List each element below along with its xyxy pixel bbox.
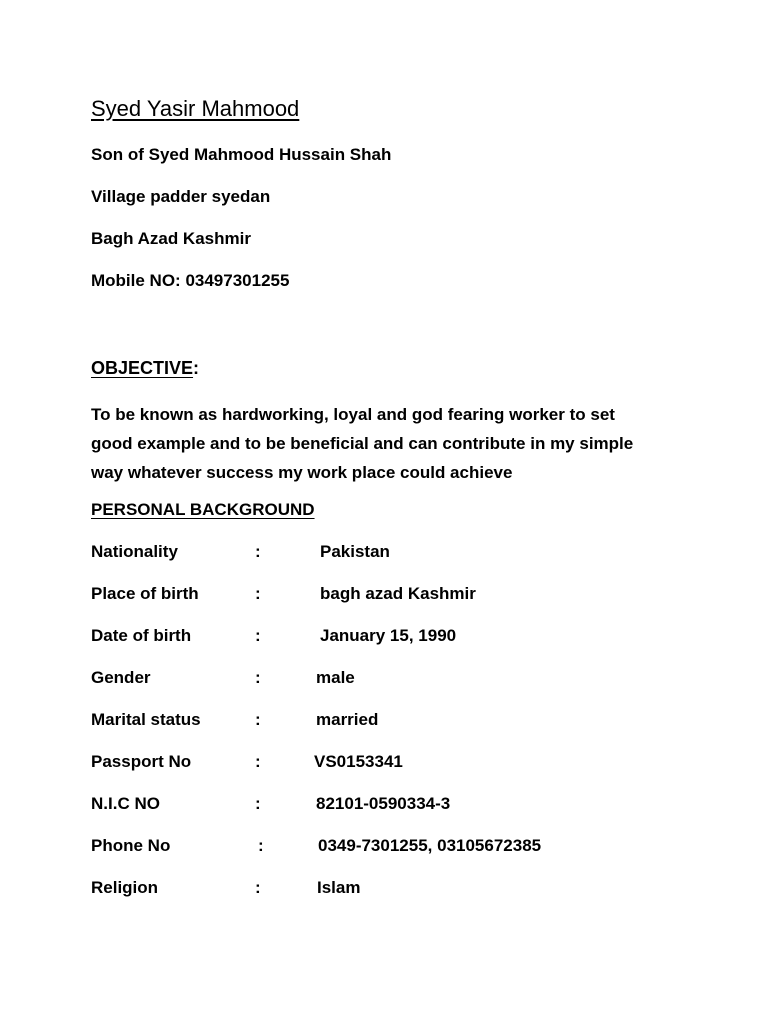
- applicant-name: Syed Yasir Mahmood: [91, 96, 300, 121]
- row-label: Gender: [91, 668, 151, 687]
- objective-line: way whatever success my work place could achieve: [91, 463, 513, 482]
- row-separator: :: [258, 836, 264, 855]
- row-separator: :: [255, 794, 261, 813]
- row-value: Islam: [317, 878, 361, 897]
- row-label: Nationality: [91, 542, 178, 561]
- row-label: Date of birth: [91, 626, 192, 645]
- row-separator: :: [255, 668, 261, 687]
- row-label: Passport No: [91, 752, 192, 771]
- personal-row-nic-no: [91, 794, 691, 816]
- row-separator: :: [255, 542, 261, 561]
- row-value: 82101-0590334-3: [316, 794, 451, 813]
- row-label: Marital status: [91, 710, 201, 729]
- objective-line: To be known as hardworking, loyal and god fearing worker to set: [91, 405, 615, 424]
- row-value: male: [316, 668, 355, 687]
- row-label: Religion: [91, 878, 159, 897]
- address-village: Village padder syedan: [91, 187, 271, 206]
- address-district: Bagh Azad Kashmir: [91, 229, 251, 248]
- personal-row-religion: [91, 878, 691, 900]
- row-value: Pakistan: [320, 542, 390, 561]
- row-value: 0349-7301255, 03105672385: [318, 836, 542, 855]
- objective-heading-colon: :: [193, 358, 200, 378]
- row-separator: :: [255, 710, 261, 729]
- personal-row-date-of-birth: [91, 626, 691, 648]
- objective-heading-text: OBJECTIVE: [91, 358, 194, 378]
- row-separator: :: [255, 878, 261, 897]
- personal-row-nationality: [91, 542, 691, 564]
- row-label: N.I.C NO: [91, 794, 160, 813]
- personal-row-marital-status: [91, 710, 691, 732]
- personal-background-heading: PERSONAL BACKGROUND: [91, 500, 315, 519]
- objective-heading: [91, 357, 199, 379]
- row-separator: :: [255, 584, 261, 603]
- mobile-number: Mobile NO: 03497301255: [91, 271, 290, 290]
- personal-row-passport-no: [91, 752, 691, 774]
- objective-text: [91, 400, 691, 487]
- row-value: bagh azad Kashmir: [320, 584, 476, 603]
- row-value: VS0153341: [314, 752, 403, 771]
- father-name: Son of Syed Mahmood Hussain Shah: [91, 145, 392, 164]
- row-value: married: [316, 710, 379, 729]
- row-label: Phone No: [91, 836, 171, 855]
- row-label: Place of birth: [91, 584, 199, 603]
- personal-row-phone-no: [91, 836, 691, 858]
- row-separator: :: [255, 626, 261, 645]
- row-value: January 15, 1990: [320, 626, 457, 645]
- personal-row-gender: [91, 668, 691, 690]
- objective-line: good example and to be beneficial and can contribute in my simple: [91, 434, 634, 453]
- personal-row-place-of-birth: [91, 584, 691, 606]
- row-separator: :: [255, 752, 261, 771]
